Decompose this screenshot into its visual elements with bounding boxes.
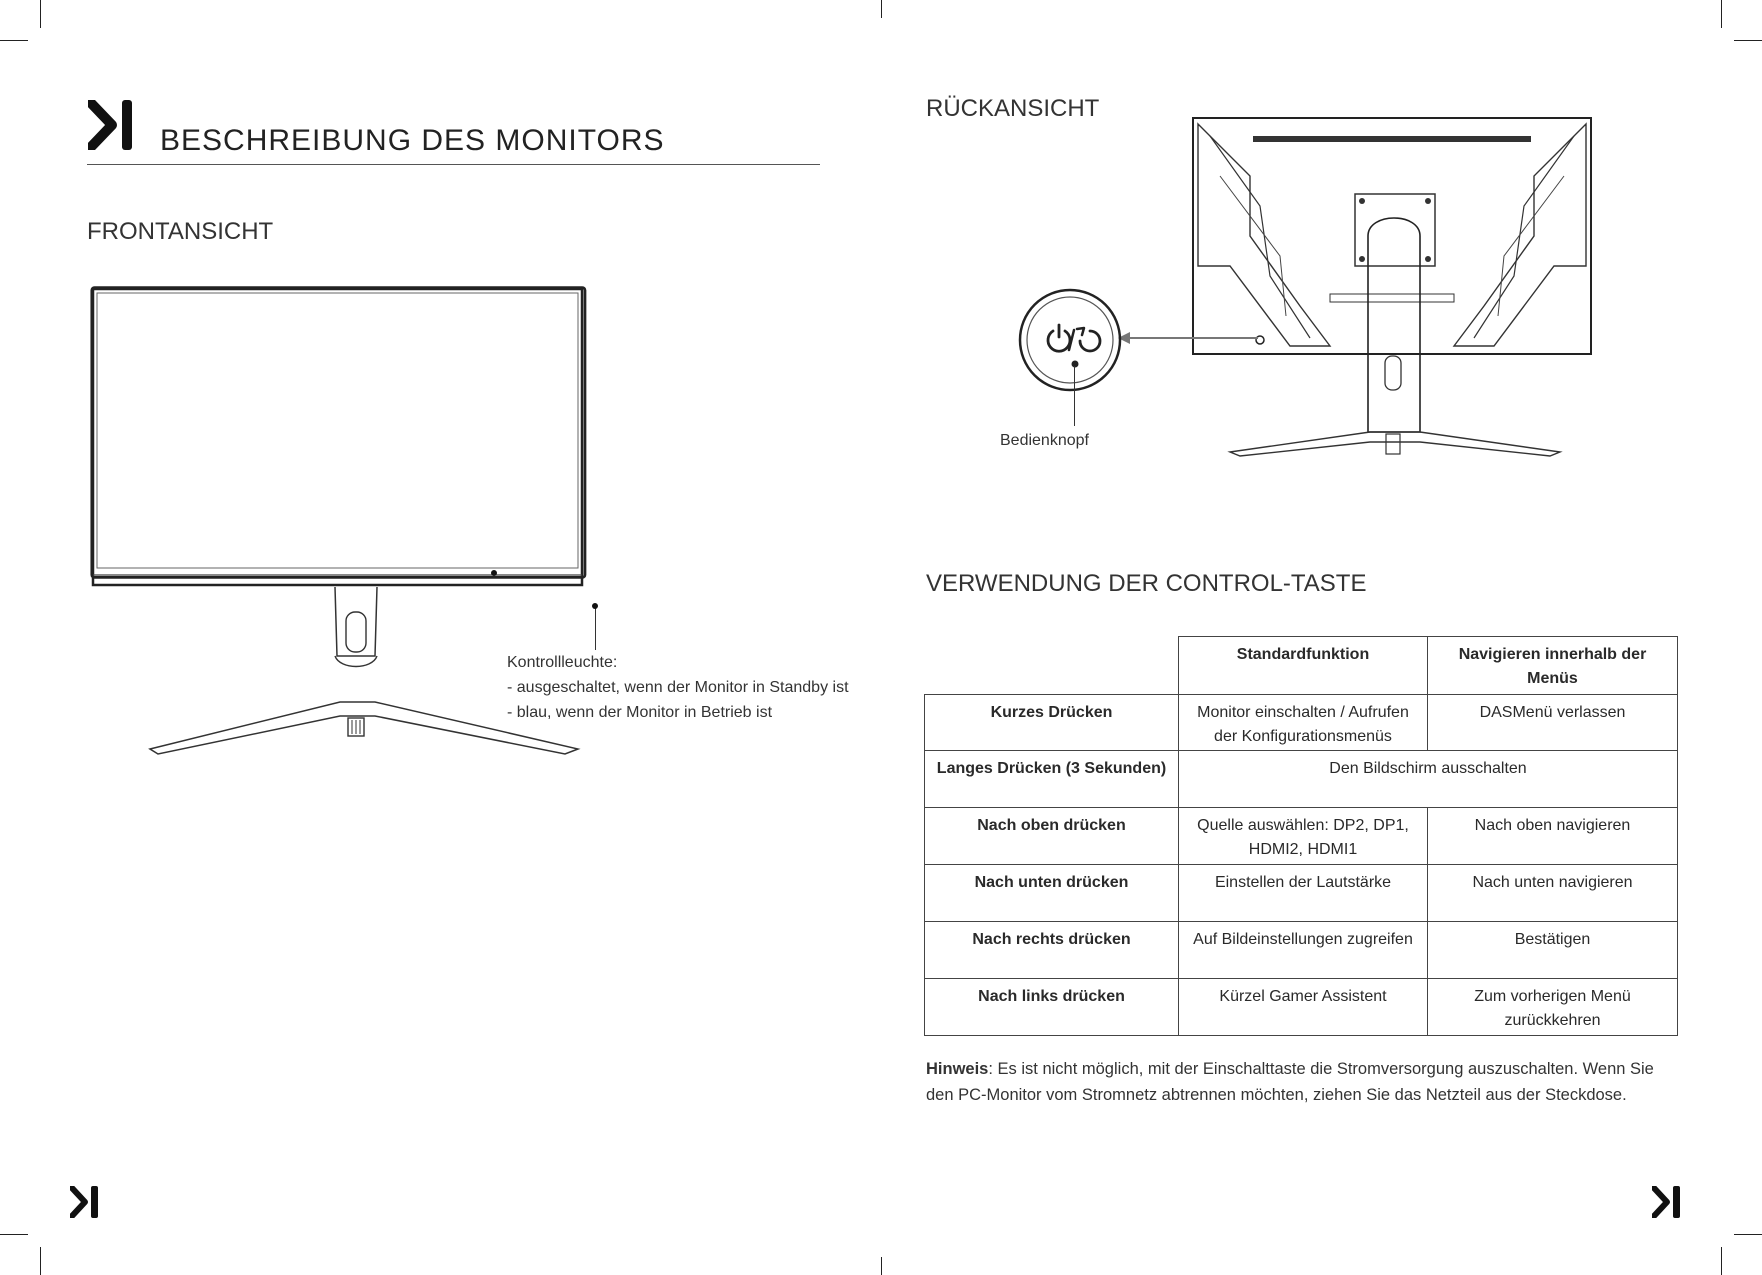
row-menu: Nach oben navigieren <box>1428 808 1678 865</box>
monitor-rear-illustration <box>1190 116 1594 460</box>
crop-mark <box>40 1247 41 1275</box>
row-standard: Kürzel Gamer Assistent <box>1179 979 1428 1036</box>
row-standard: Auf Bildeinstellungen zugreifen <box>1179 922 1428 979</box>
brand-logo-icon <box>88 100 134 150</box>
row-merged: Den Bildschirm ausschalten <box>1179 751 1678 808</box>
crop-mark <box>40 0 41 28</box>
page-title: BESCHREIBUNG DES MONITORS <box>160 124 665 157</box>
indicator-light <box>592 603 598 609</box>
power-back-icon <box>1018 288 1122 392</box>
row-standard: Einstellen der Lautstärke <box>1179 865 1428 922</box>
crop-mark <box>0 40 28 41</box>
row-action: Nach unten drücken <box>925 865 1179 922</box>
table-row <box>925 865 1678 922</box>
crop-mark <box>1734 40 1762 41</box>
row-standard: Quelle auswählen: DP2, DP1, HDMI2, HDMI1 <box>1179 808 1428 865</box>
crop-mark <box>1721 0 1722 28</box>
control-heading: VERWENDUNG DER CONTROL-TASTE <box>926 570 1367 597</box>
table-header-row <box>925 637 1678 695</box>
crop-mark <box>881 1257 882 1275</box>
table-row <box>925 979 1678 1036</box>
row-menu: DASMenü verlassen <box>1428 695 1678 751</box>
row-menu: Bestätigen <box>1428 922 1678 979</box>
indicator-line-standby: - ausgeschaltet, wenn der Monitor in Standby ist <box>507 679 849 696</box>
row-action: Nach links drücken <box>925 979 1179 1036</box>
crop-mark <box>1721 1247 1722 1275</box>
table-row <box>925 808 1678 865</box>
crop-mark <box>0 1234 28 1235</box>
crop-mark <box>881 0 882 18</box>
table-row <box>925 751 1678 808</box>
button-leader-line <box>1074 366 1075 426</box>
crop-mark <box>1734 1234 1762 1235</box>
front-view-heading: FRONTANSICHT <box>87 218 274 245</box>
row-action: Langes Drücken (3 Sekunden) <box>925 751 1179 808</box>
control-table <box>924 636 1678 1036</box>
row-action: Nach rechts drücken <box>925 922 1179 979</box>
button-pointer-arrow <box>1128 337 1258 339</box>
row-menu: Nach unten navigieren <box>1428 865 1678 922</box>
note-label: Hinweis <box>926 1060 989 1078</box>
indicator-title: Kontrollleuchte: <box>507 654 618 671</box>
col-header-standard: Standardfunktion <box>1179 637 1428 695</box>
col-header-menu: Navigieren innerhalb der Menüs <box>1428 637 1678 695</box>
indicator-leader-line <box>595 605 596 650</box>
indicator-description <box>507 650 849 725</box>
indicator-line-active: - blau, wenn der Monitor in Betrieb ist <box>507 704 773 721</box>
table-row <box>925 695 1678 751</box>
note-text: : Es ist nicht möglich, mit der Einschalttaste die Stromversorgung auszuschalten. Wenn Sie den PC-Monitor vom Stromnetz abtrennen möchten, ziehen Sie das Netzteil aus der Steckdose. <box>926 1060 1654 1104</box>
note-paragraph <box>926 1056 1678 1108</box>
brand-logo-small-icon <box>1652 1186 1682 1218</box>
table-row <box>925 922 1678 979</box>
row-standard: Monitor einschalten / Aufrufen der Konfigurationsmenüs <box>1179 695 1428 751</box>
title-divider <box>87 164 820 165</box>
table-corner-cell <box>925 637 1179 695</box>
row-menu: Zum vorherigen Menü zurückkehren <box>1428 979 1678 1036</box>
button-label: Bedienknopf <box>1000 432 1089 449</box>
row-action: Nach oben drücken <box>925 808 1179 865</box>
rear-view-heading: RÜCKANSICHT <box>926 95 1100 122</box>
brand-logo-small-icon <box>70 1186 100 1218</box>
row-action: Kurzes Drücken <box>925 695 1179 751</box>
